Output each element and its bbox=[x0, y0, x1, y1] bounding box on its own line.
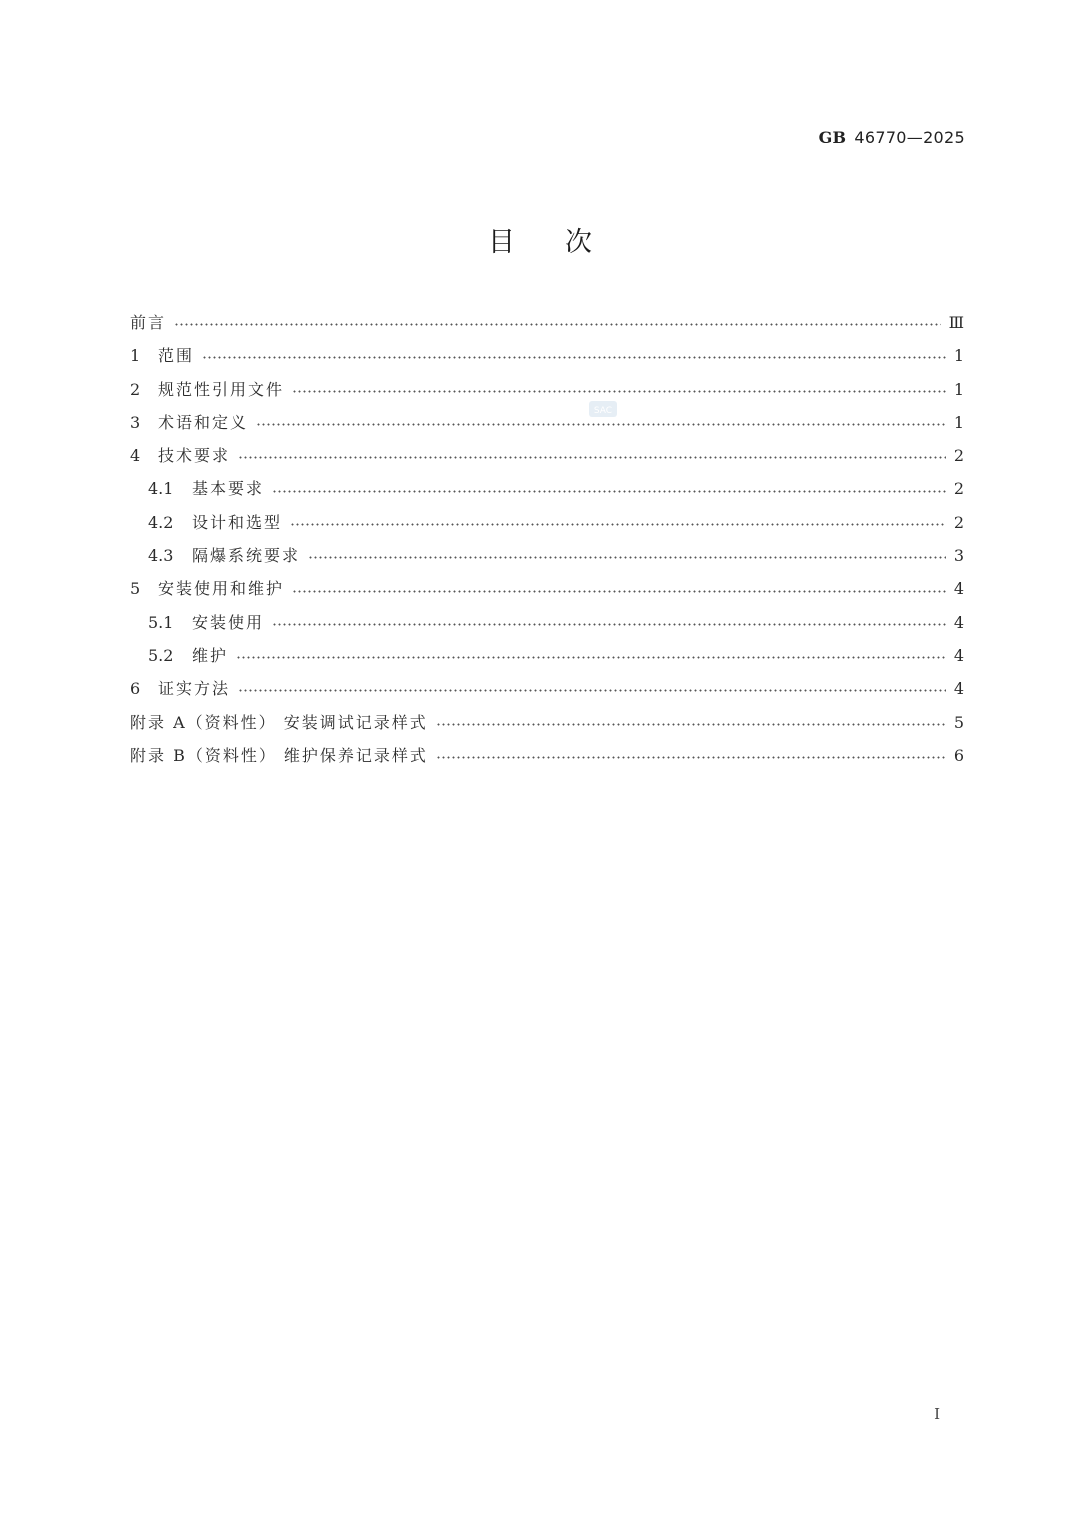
toc-entry[interactable] bbox=[130, 439, 964, 472]
page-number: Ⅰ bbox=[934, 1405, 940, 1423]
toc-entry[interactable] bbox=[130, 572, 964, 605]
toc-entry[interactable] bbox=[130, 339, 964, 372]
toc-leader-dots bbox=[202, 356, 946, 359]
toc-leader-dots bbox=[308, 556, 946, 559]
toc-entry[interactable] bbox=[130, 539, 964, 572]
toc-entry-page: 2 bbox=[953, 512, 964, 532]
toc-entry[interactable] bbox=[130, 373, 964, 406]
toc-leader-dots bbox=[236, 656, 946, 659]
toc-entry-page: 4 bbox=[953, 579, 964, 599]
toc-entry-number: 5.2 bbox=[148, 645, 174, 665]
toc-leader-dots bbox=[256, 423, 946, 426]
toc-leader-dots bbox=[238, 456, 946, 459]
toc-entry-label: 术语和定义 bbox=[158, 412, 249, 432]
toc-entry-label: 规范性引用文件 bbox=[158, 379, 285, 399]
toc-entry[interactable] bbox=[130, 472, 964, 505]
toc-entry-label: 技术要求 bbox=[158, 446, 231, 466]
toc-entry-page: 1 bbox=[953, 346, 964, 366]
toc-entry[interactable] bbox=[130, 706, 964, 739]
toc-leader-dots bbox=[436, 723, 946, 726]
toc-entry-number: 6 bbox=[130, 679, 141, 699]
toc-entry-number: 4.2 bbox=[148, 512, 174, 532]
toc-entry[interactable] bbox=[130, 672, 964, 705]
title-char-2: 次 bbox=[565, 227, 592, 258]
toc-entry-page: 5 bbox=[953, 712, 964, 732]
title-char-1: 目 bbox=[488, 227, 515, 258]
toc-entry-label: 前言 bbox=[130, 313, 167, 332]
toc-entry[interactable] bbox=[130, 639, 964, 672]
table-of-contents bbox=[130, 306, 964, 772]
toc-entry-page: 1 bbox=[953, 412, 964, 432]
toc-entry-label: 安装使用 bbox=[192, 612, 265, 632]
toc-entry-page: 2 bbox=[953, 446, 964, 466]
toc-entry-page: 4 bbox=[953, 645, 964, 665]
toc-entry-number: 5.1 bbox=[148, 612, 174, 632]
toc-entry[interactable] bbox=[130, 739, 964, 772]
toc-leader-dots bbox=[174, 323, 941, 326]
toc-entry-page: Ⅲ bbox=[948, 313, 964, 332]
toc-leader-dots bbox=[272, 490, 946, 493]
toc-leader-dots bbox=[436, 756, 946, 759]
toc-entry[interactable] bbox=[130, 606, 964, 639]
toc-entry-label: 基本要求 bbox=[192, 479, 265, 499]
toc-entry-number: 4.1 bbox=[148, 479, 174, 499]
standard-number bbox=[819, 128, 965, 147]
standard-code: 46770—2025 bbox=[854, 128, 965, 147]
toc-entry-label: 安装使用和维护 bbox=[158, 579, 285, 599]
toc-entry-label: 证实方法 bbox=[158, 679, 231, 699]
page-title bbox=[0, 220, 1080, 259]
svg-text:SAC: SAC bbox=[593, 406, 613, 416]
toc-entry-page: 1 bbox=[953, 379, 964, 399]
toc-entry-label: 附录 A（资料性） 安装调试记录样式 bbox=[130, 712, 428, 732]
toc-leader-dots bbox=[272, 623, 946, 626]
toc-entry[interactable] bbox=[130, 406, 964, 439]
toc-entry-label: 设计和选型 bbox=[192, 512, 283, 532]
toc-entry-label: 隔爆系统要求 bbox=[192, 546, 301, 566]
toc-entry-number: 4 bbox=[130, 446, 141, 466]
standard-prefix: GB bbox=[818, 128, 847, 147]
toc-entry[interactable] bbox=[130, 306, 964, 339]
toc-leader-dots bbox=[238, 689, 946, 692]
toc-entry-page: 6 bbox=[953, 745, 964, 765]
toc-entry-label: 附录 B（资料性） 维护保养记录样式 bbox=[130, 745, 428, 765]
toc-entry-page: 4 bbox=[953, 679, 964, 699]
toc-entry-number: 3 bbox=[130, 412, 141, 432]
toc-entry-number: 4.3 bbox=[148, 546, 174, 566]
toc-entry-number: 5 bbox=[130, 579, 141, 599]
toc-entry-label: 维护 bbox=[192, 645, 229, 665]
toc-leader-dots bbox=[292, 390, 946, 393]
toc-entry[interactable] bbox=[130, 506, 964, 539]
toc-leader-dots bbox=[292, 590, 946, 593]
toc-entry-label: 范围 bbox=[158, 346, 195, 366]
toc-entry-page: 4 bbox=[953, 612, 964, 632]
toc-entry-page: 3 bbox=[953, 546, 964, 566]
toc-entry-number: 2 bbox=[130, 379, 141, 399]
toc-entry-page: 2 bbox=[953, 479, 964, 499]
toc-leader-dots bbox=[290, 523, 946, 526]
toc-entry-number: 1 bbox=[130, 346, 141, 366]
